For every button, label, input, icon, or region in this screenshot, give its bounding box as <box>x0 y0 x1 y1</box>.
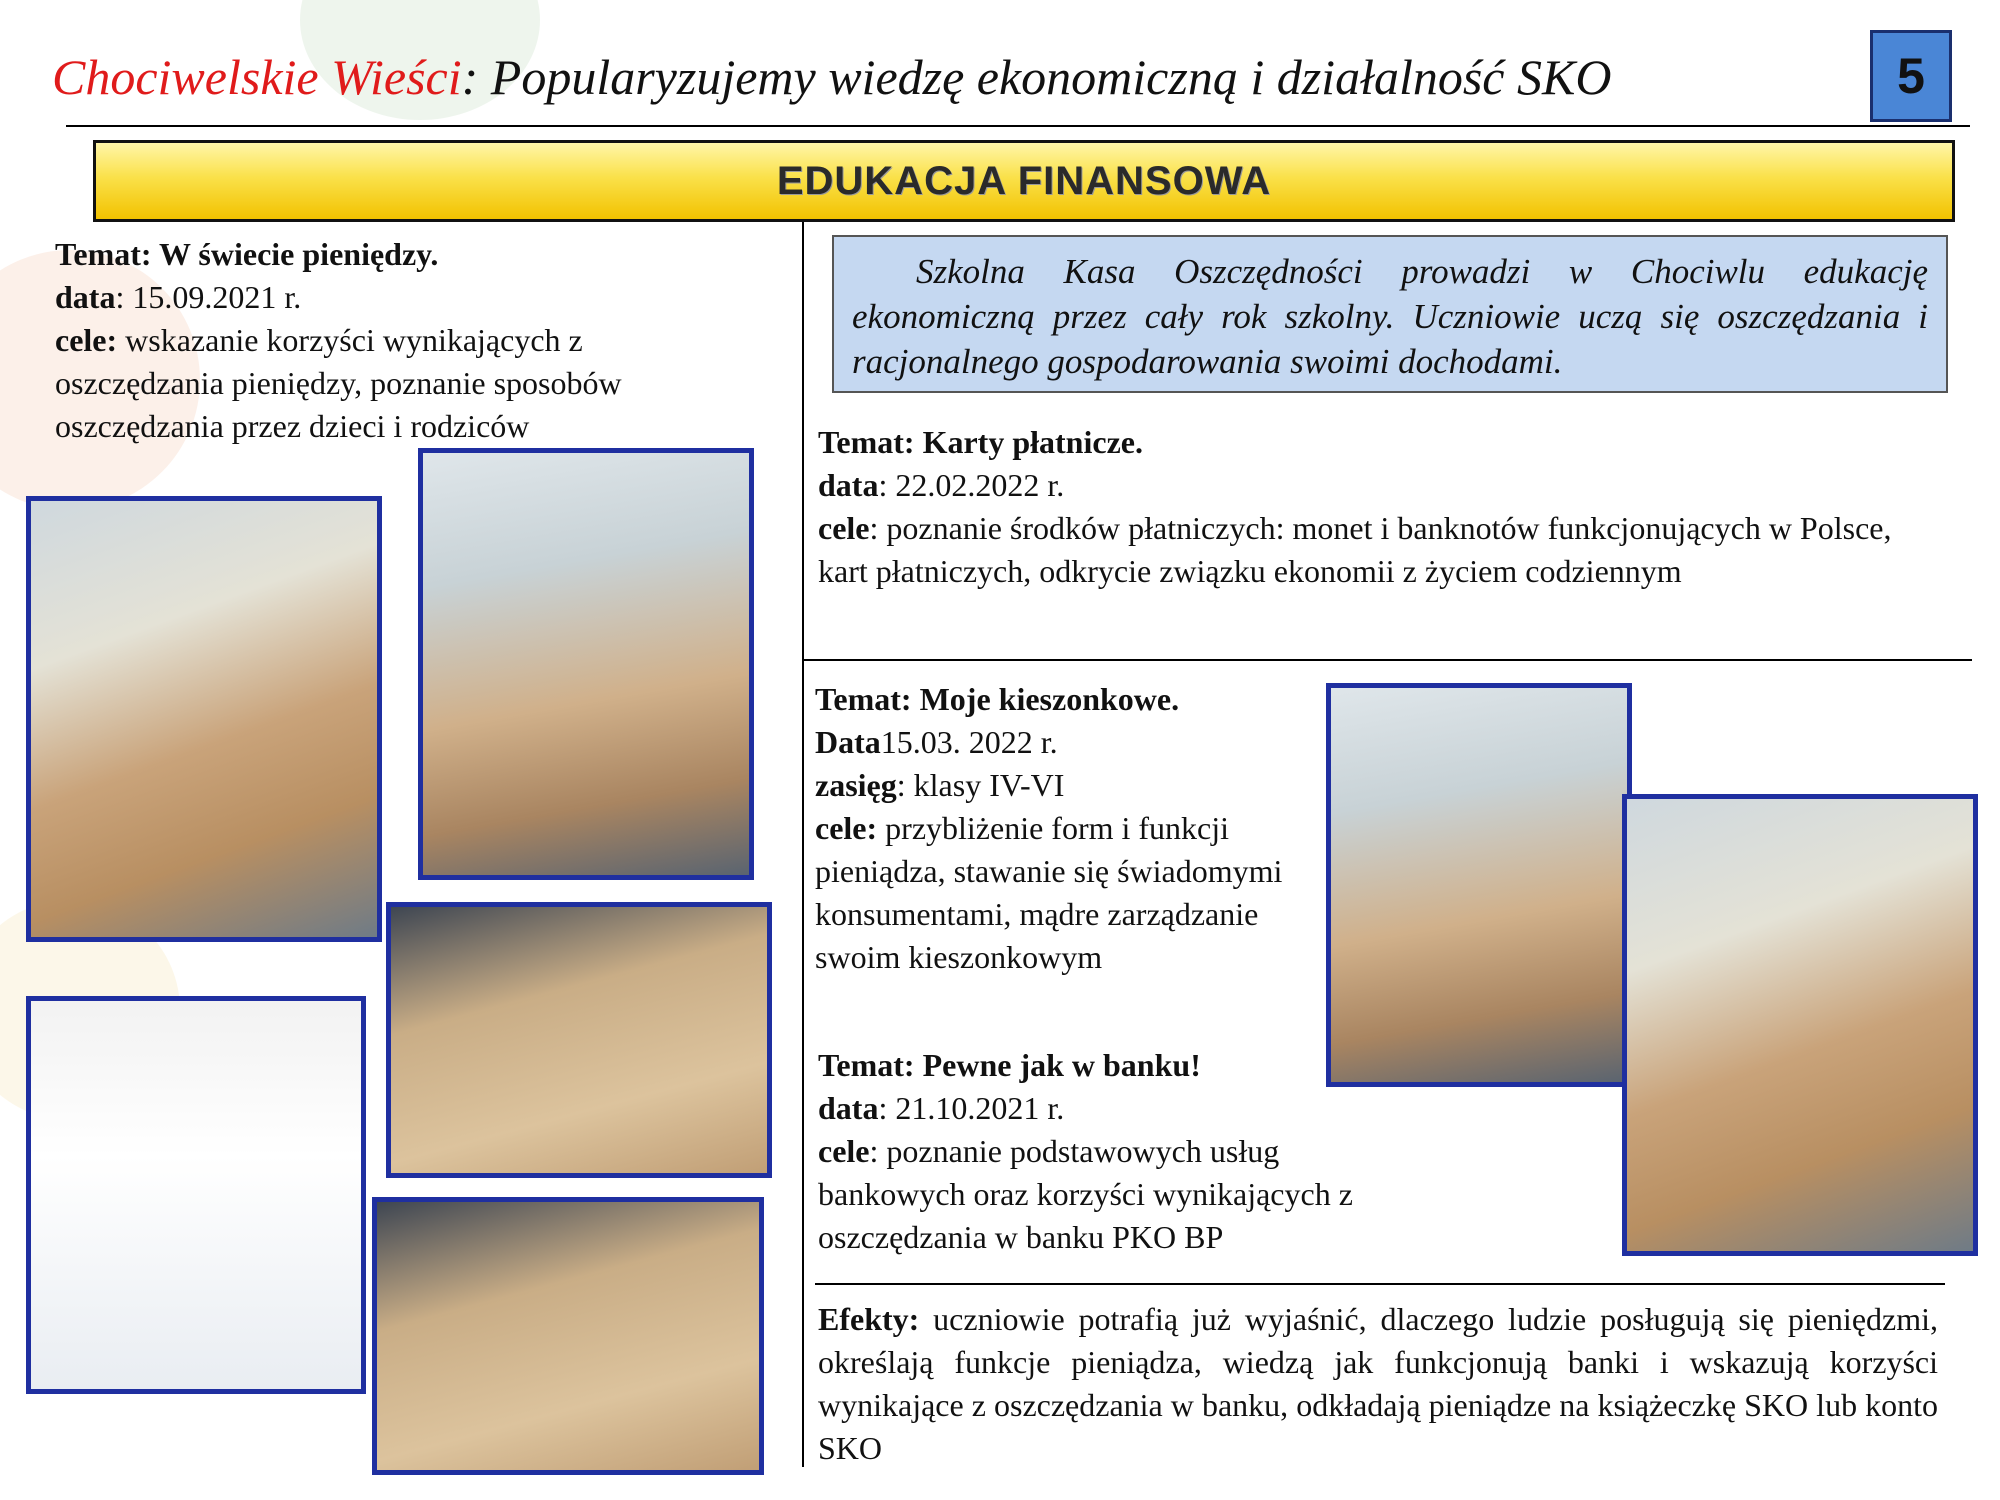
topic-title: Pewne jak w banku! <box>922 1047 1201 1083</box>
page-header-title <box>52 48 1611 106</box>
effects-paragraph <box>818 1298 1938 1470</box>
topic-karty-platnicze <box>818 421 1948 593</box>
date-value: : 22.02.2022 r. <box>878 467 1065 503</box>
goals-text: : poznanie podstawowych usług bankowych oraz korzyści wynikających z oszczędzania w banku PKO BP <box>818 1133 1353 1255</box>
date-value: 15.03. 2022 r. <box>880 724 1058 760</box>
photo-classroom-workbooks <box>1622 794 1978 1256</box>
photo-girl-with-money <box>372 1197 764 1475</box>
topic-label: Temat: <box>55 236 159 272</box>
effects-text: uczniowie potrafią już wyjaśnić, dlaczego ludzie posługują się pieniędzmi, określają funkcje pieniądza, wiedzą jak funkcjonują banki i wskazują korzyści wynikające z oszczędzania w banku, odkładają pieniądze na książeczkę SKO lub konto SKO <box>818 1301 1938 1466</box>
date-label: data <box>818 467 879 503</box>
topic-title: Moje kieszonkowe. <box>919 681 1180 717</box>
newspaper-name: Chociwelskie Wieści <box>52 49 462 105</box>
date-label: Data <box>815 724 881 760</box>
topic-moje-kieszonkowe <box>815 678 1300 979</box>
scope-value: : klasy IV-VI <box>896 767 1065 803</box>
date-value: : 15.09.2021 r. <box>115 279 302 315</box>
photo-classroom-lesson <box>26 496 382 942</box>
topic-w-swiecie-pieniedzy <box>55 233 725 448</box>
topic-title: W świecie pieniędzy. <box>159 236 439 272</box>
section-divider <box>815 1283 1945 1285</box>
sko-info-box: Szkolna Kasa Oszczędności prowadzi w Chociwlu edukację ekonomiczną przez cały rok szkolny. Uczniowie uczą się oszczędzania i racjonalnego gospodarowania swoimi dochodami. <box>832 235 1948 393</box>
topic-label: Temat: <box>818 424 923 460</box>
photo-boys-with-banknotes <box>386 902 772 1178</box>
goals-label: cele <box>818 1133 870 1169</box>
topic-title: Karty płatnicze. <box>922 424 1143 460</box>
date-value: : 21.10.2021 r. <box>878 1090 1065 1126</box>
goals-label: cele: <box>55 322 118 358</box>
date-label: data <box>818 1090 879 1126</box>
column-divider <box>802 222 804 1467</box>
goals-text: : poznanie środków płatniczych: monet i banknotów funkcjonujących w Polsce, kart płatniczych, odkrycie związku ekonomii z życiem codziennym <box>818 510 1892 589</box>
goals-label: cele: <box>815 810 878 846</box>
photo-girls-pocket-money <box>1326 683 1632 1087</box>
page-number-badge: 5 <box>1870 30 1952 122</box>
effects-label: Efekty: <box>818 1301 920 1337</box>
section-banner: EDUKACJA FINANSOWA <box>93 140 1955 222</box>
photo-w-swiecie-pieniedzy-board <box>26 996 366 1394</box>
header-rule <box>66 125 1970 127</box>
scope-label: zasięg <box>815 767 897 803</box>
topic-label: Temat: <box>815 681 920 717</box>
goals-label: cele <box>818 510 870 546</box>
date-label: data <box>55 279 116 315</box>
photo-classroom-students <box>418 448 754 880</box>
topic-label: Temat: <box>818 1047 923 1083</box>
topic-pewne-jak-w-banku <box>818 1044 1408 1259</box>
page-header-subtitle: : Popularyzujemy wiedzę ekonomiczną i działalność SKO <box>461 49 1612 105</box>
goals-text: przybliżenie form i funkcji pieniądza, stawanie się świadomymi konsumentami, mądre zarządzanie swoim kieszonkowym <box>815 810 1283 975</box>
goals-text: wskazanie korzyści wynikających z oszczędzania pieniędzy, poznanie sposobów oszczędzania przez dzieci i rodziców <box>55 322 622 444</box>
section-divider <box>802 659 1972 661</box>
